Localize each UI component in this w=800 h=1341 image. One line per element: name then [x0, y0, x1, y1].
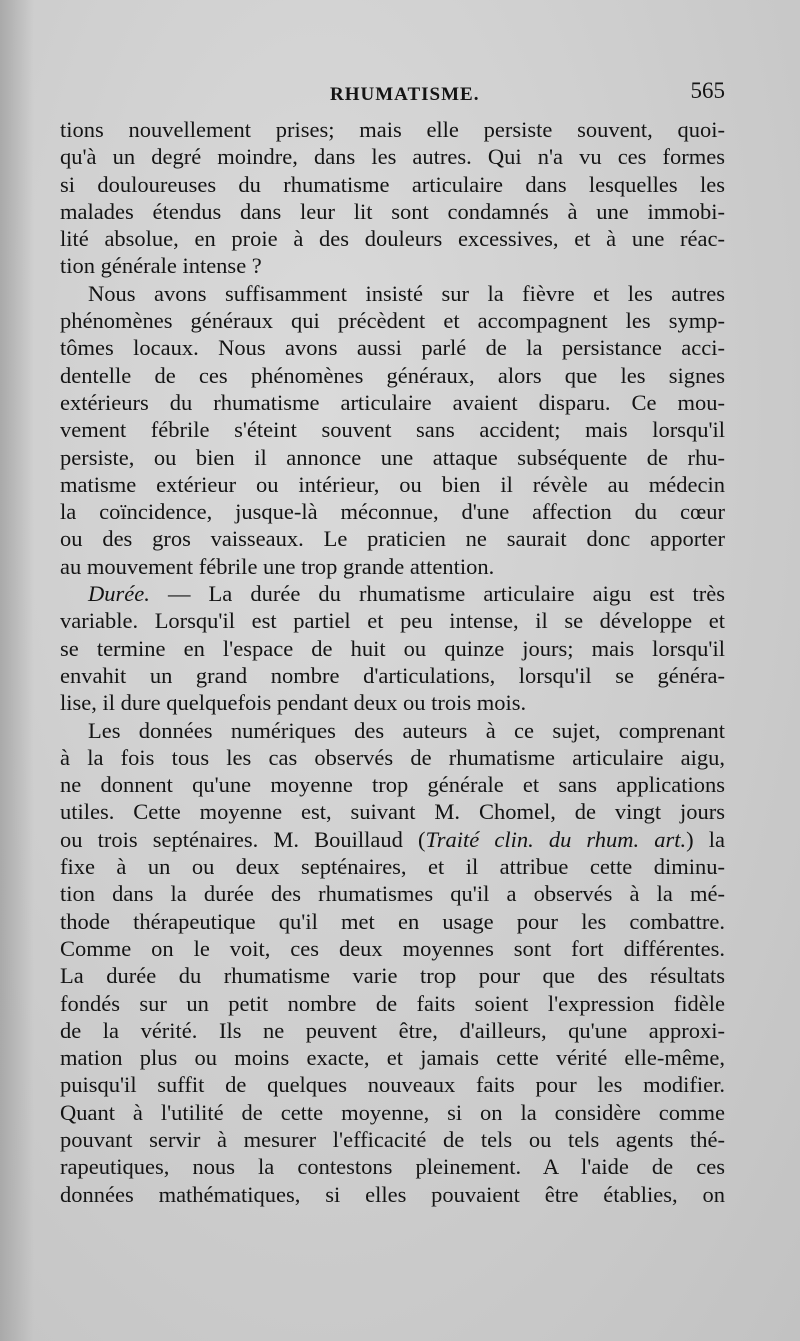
text-line: à la fois tous les cas observés de rhumatisme articulaire aigu,: [60, 744, 725, 770]
text-line: si douloureuses du rhumatisme articulaire dans lesquelles les: [60, 171, 725, 197]
text-line: se termine en l'espace de huit ou quinze jours; mais lorsqu'il: [60, 635, 725, 661]
citation-title: Traité clin. du rhum. art.: [425, 826, 687, 852]
running-header: [60, 76, 725, 110]
text-line: tion générale intense ?: [60, 253, 262, 279]
text-line: puisqu'il suffit de quelques nouveaux faits pour les modifier.: [60, 1072, 725, 1098]
page-number: 565: [690, 78, 725, 103]
text-line: [60, 580, 725, 607]
text-line: malades étendus dans leur lit sont condamnés à une immobi-: [60, 198, 725, 224]
body-text: [60, 116, 725, 1208]
text-line: fondés sur un petit nombre de faits soient l'expression fidèle: [60, 990, 725, 1016]
text-line: tion dans la durée des rhumatismes qu'il a observés à la mé-: [60, 881, 725, 907]
text-line: la coïncidence, jusque-là méconnue, d'une affection du cœur: [60, 499, 725, 525]
text-line: tions nouvellement prises; mais elle persiste souvent, quoi-: [60, 117, 725, 142]
text-line: lise, il dure quelquefois pendant deux ou trois mois.: [60, 690, 527, 716]
text-line: mation plus ou moins exacte, et jamais cette vérité elle-même,: [60, 1045, 725, 1071]
text-line: de la vérité. Ils ne peuvent être, d'ailleurs, qu'une approxi-: [60, 1017, 725, 1043]
text-line: [60, 826, 725, 853]
section-heading-duree: Durée.: [88, 581, 150, 607]
text-line: fixe à un ou deux septénaires, et il attribue cette diminu-: [60, 854, 725, 880]
text-line: phénomènes généraux qui précèdent et accompagnent les symp-: [60, 308, 725, 334]
text-line: thode thérapeutique qu'il met en usage pour les combattre.: [60, 908, 725, 934]
text-line: données mathématiques, si elles pouvaient être établies, on: [60, 1181, 725, 1207]
text-line: Nous avons suffisamment insisté sur la fièvre et les autres: [88, 280, 725, 306]
text-line: au mouvement fébrile une trop grande attention.: [60, 553, 495, 579]
text-line: dentelle de ces phénomènes généraux, alors que les signes: [60, 362, 725, 388]
page-gutter-shadow: [0, 0, 34, 1341]
text-fragment: ) la: [686, 826, 725, 852]
text-line: envahit un grand nombre d'articulations, lorsqu'il se généra-: [60, 662, 725, 688]
text-line: tômes locaux. Nous avons aussi parlé de la persistance acci-: [60, 335, 725, 361]
text-line: qu'à un degré moindre, dans les autres. Qui n'a vu ces formes: [60, 144, 725, 170]
text-line: lité absolue, en proie à des douleurs excessives, et à une réac-: [60, 226, 725, 252]
text-fragment: — La durée du rhumatisme articulaire aigu est très: [149, 581, 725, 607]
text-line: rapeutiques, nous la contestons pleinement. A l'aide de ces: [60, 1154, 725, 1180]
text-line: pouvant servir à mesurer l'efficacité de tels ou tels agents thé-: [60, 1126, 725, 1152]
text-line: Les données numériques des auteurs à ce sujet, comprenant: [88, 717, 725, 743]
running-title: RHUMATISME.: [330, 84, 480, 105]
text-line: Comme on le voit, ces deux moyennes sont fort différentes.: [60, 935, 725, 961]
text-fragment: ou trois septénaires. M. Bouillaud (: [60, 826, 426, 852]
text-line: La durée du rhumatisme varie trop pour que des résultats: [60, 963, 725, 989]
text-line: variable. Lorsqu'il est partiel et peu intense, il se développe et: [60, 608, 725, 634]
text-line: ne donnent qu'une moyenne trop générale et sans applications: [60, 772, 725, 798]
text-line: Quant à l'utilité de cette moyenne, si on la considère comme: [60, 1099, 725, 1125]
text-line: vement fébrile s'éteint souvent sans accident; mais lorsqu'il: [60, 417, 725, 443]
text-line: extérieurs du rhumatisme articulaire avaient disparu. Ce mou-: [60, 389, 725, 415]
text-line: ou des gros vaisseaux. Le praticien ne saurait donc apporter: [60, 526, 725, 552]
text-line: matisme extérieur ou intérieur, ou bien il révèle au médecin: [60, 471, 725, 497]
text-line: utiles. Cette moyenne est, suivant M. Chomel, de vingt jours: [60, 799, 725, 825]
text-line: persiste, ou bien il annonce une attaque subséquente de rhu-: [60, 444, 725, 470]
